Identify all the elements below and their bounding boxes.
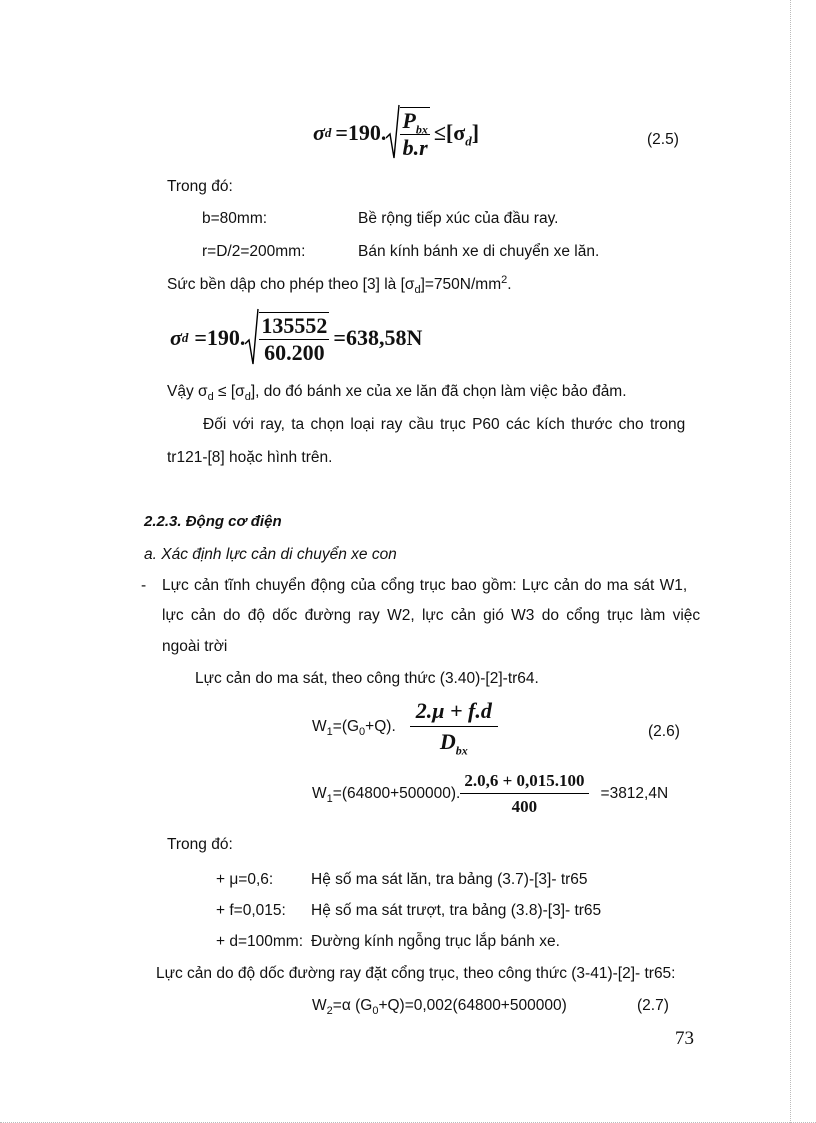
numerator: 135552	[261, 313, 328, 338]
equation-2-6	[312, 698, 498, 758]
section-heading: 2.2.3. Động cơ điện	[144, 513, 282, 530]
denominator: 400	[511, 797, 538, 816]
friction-intro: Lực cản do ma sát, theo công thức (3.40)-[2]-tr64.	[195, 670, 539, 687]
lhs-end: +Q).	[365, 717, 396, 735]
numerator: 2.0,6 + 0,015.100	[460, 772, 588, 794]
sigma-symbol: σ	[170, 325, 182, 350]
relation-text: ≤[σ	[433, 120, 466, 145]
def2-desc-f: Hệ số ma sát trượt, tra bảng (3.8)-[3]- tr65	[311, 902, 602, 919]
radical-sign-icon	[386, 104, 400, 162]
vay-sub1: d	[207, 391, 214, 404]
w-sub: 1	[326, 792, 333, 805]
fraction	[400, 107, 429, 159]
relation-close: ]	[471, 120, 480, 145]
denominator	[439, 727, 468, 758]
page-edge-right	[790, 0, 791, 1123]
w-letter: W	[312, 997, 327, 1014]
g-sub: 0	[372, 1005, 379, 1018]
fraction	[410, 698, 498, 758]
def1-desc-b: Bề rộng tiếp xúc của đầu ray.	[358, 210, 559, 227]
relation	[433, 120, 480, 149]
w1-calc-lhs	[312, 784, 461, 805]
result: =3812,4N	[600, 784, 669, 802]
strength-pre: Sức bền dập cho phép theo [3] là [σ	[167, 276, 415, 293]
sub-heading: a. Xác định lực cản di chuyển xe con	[144, 546, 397, 563]
equation-tag-2-6: (2.6)	[648, 723, 680, 740]
def2-term-mu: + μ=0,6:	[216, 871, 274, 888]
denominator: b.r	[402, 135, 428, 160]
w-letter: W	[312, 784, 327, 802]
radical-sign-icon	[245, 308, 259, 368]
trong-do-label-1: Trong đó:	[167, 178, 233, 195]
def1-desc-r: Bán kính bánh xe di chuyển xe lăn.	[358, 243, 600, 260]
result: =638,58N	[333, 325, 423, 350]
fraction	[259, 312, 329, 364]
equation-2-5: σ d =190. $\frac{P_{bx}}{b.r}$ $\le[\sigma_d]$	[313, 104, 479, 162]
slope-intro: Lực cản do độ dốc đường ray đặt cổng trục, theo công thức (3-41)-[2]- tr65:	[156, 965, 676, 982]
den-text: D	[439, 729, 456, 754]
square-root	[245, 308, 329, 368]
lhs-rest: =(64800+500000).	[332, 784, 461, 802]
allowable-strength-line	[167, 273, 512, 297]
conclusion-line	[167, 383, 627, 404]
bullet-line-1: Lực cản tĩnh chuyển động của cổng trục bao gồm: Lực cản do ma sát W1,	[162, 577, 688, 594]
w-sub: 1	[326, 725, 333, 738]
equation-2-6-calc	[312, 772, 668, 815]
def2-term-f: + f=0,015:	[216, 902, 286, 919]
equation-sigma-calc: σ d =190. $\frac{135552}{60.200}$ =638,58N	[170, 308, 422, 368]
trong-do-label-2: Trong đó:	[167, 836, 233, 853]
sigma-symbol: σ	[313, 120, 325, 145]
def2-desc-mu: Hệ số ma sát lăn, tra bảng (3.7)-[3]- tr65	[311, 871, 588, 888]
rail-paragraph-line-2: tr121-[8] hoặc hình trên.	[167, 449, 333, 466]
square-root	[386, 104, 429, 162]
equals-coefficient: =190.	[335, 120, 387, 145]
vay-mid: ≤ [σ	[213, 383, 245, 400]
numerator-text: P	[402, 108, 416, 133]
w-sub: 2	[326, 1005, 333, 1018]
def2-desc-d: Đường kính ngỗng trục lắp bánh xe.	[311, 933, 560, 950]
def1-term-b: b=80mm:	[202, 210, 268, 227]
vay-sub2: d	[244, 391, 251, 404]
rail-paragraph-line-1: Đối với ray, ta chọn loại ray cầu trục P60 các kích thước cho trong	[203, 416, 686, 433]
strength-sub: d	[414, 284, 421, 297]
bullet-line-3: ngoài trời	[162, 638, 228, 655]
bullet-line-2: lực cản do độ dốc đường ray W2, lực cản gió W3 do cổng trục làm việc	[162, 607, 701, 624]
strength-post: ]=750N/mm	[420, 276, 502, 293]
def2-term-d: + d=100mm:	[216, 933, 304, 950]
strength-sup: 2	[501, 273, 508, 286]
def1-term-r: r=D/2=200mm:	[202, 243, 306, 260]
bullet-dash: -	[141, 577, 147, 594]
vay-post: ], do đó bánh xe của xe lăn đã chọn làm việc bảo đảm.	[250, 383, 627, 400]
eq27-rest: =α (G	[332, 997, 373, 1014]
page-number: 73	[675, 1028, 694, 1049]
w-letter: W	[312, 717, 327, 735]
strength-end: .	[507, 276, 512, 293]
equation-tag-2-7: (2.7)	[637, 997, 669, 1014]
numerator: 2.μ + f.d	[410, 700, 498, 727]
vay-pre: Vậy σ	[167, 383, 208, 400]
relation-subscript: d	[465, 133, 472, 149]
denominator: 60.200	[264, 340, 325, 365]
equation-tag-2-5: (2.5)	[647, 131, 679, 148]
w1-lhs	[312, 717, 396, 738]
numerator-subscript: bx	[415, 122, 428, 137]
eq27-end: +Q)=0,002(64800+500000)	[378, 997, 567, 1014]
equals-coefficient: =190.	[194, 325, 246, 350]
den-sub: bx	[455, 743, 468, 758]
fraction	[460, 772, 588, 815]
equation-2-7	[312, 997, 567, 1018]
lhs-rest: =(G	[332, 717, 360, 735]
g-sub: 0	[359, 725, 366, 738]
numerator	[400, 110, 429, 135]
